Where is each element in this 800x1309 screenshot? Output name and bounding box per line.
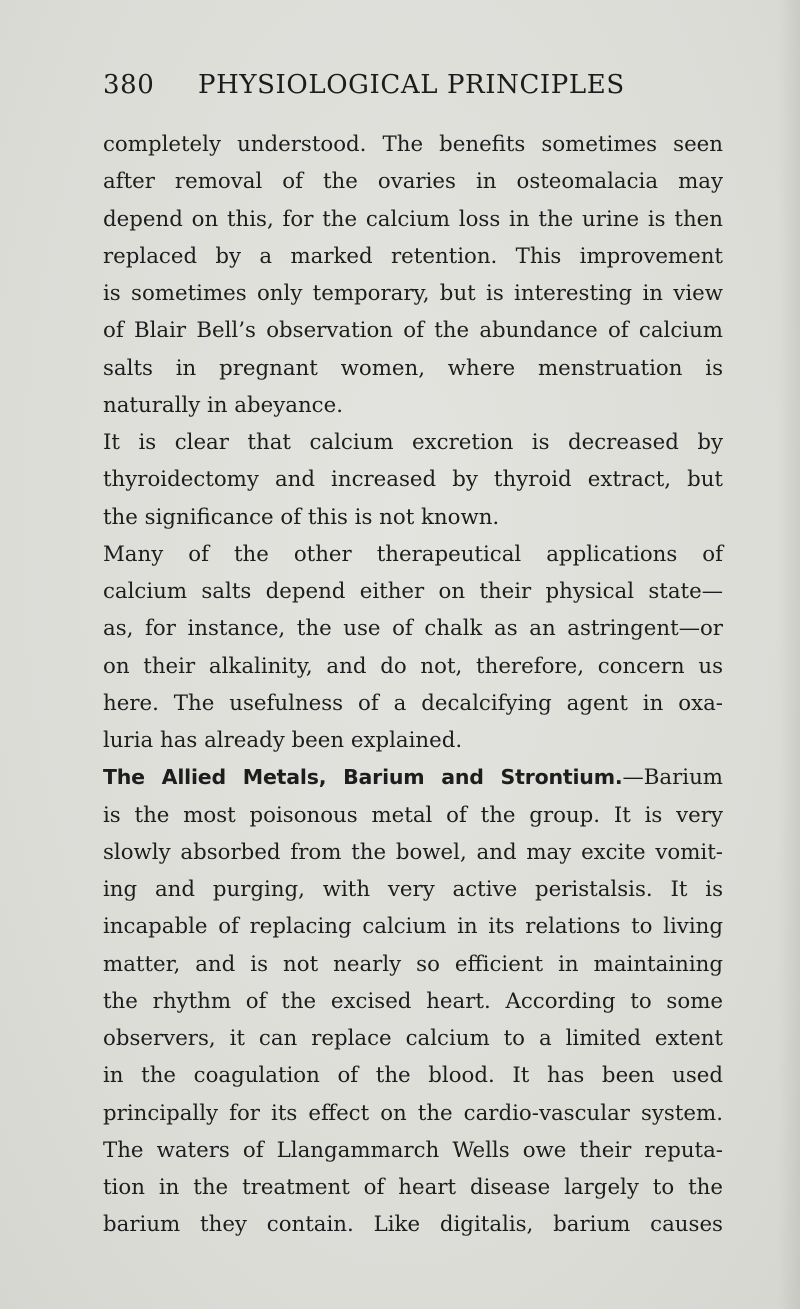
text-line: completely understood. The benefits sometimes seen [103, 132, 723, 157]
text-line: barium they contain. Like digitalis, barium causes [103, 1212, 723, 1238]
text-line: in the coagulation of the blood. It has been used [103, 1063, 723, 1089]
text-line: Many of the other therapeutical applications of [103, 541, 723, 567]
text-line: after removal of the ovaries in osteomalacia may [103, 169, 723, 195]
body-text [103, 126, 723, 1244]
section-heading-line [103, 759, 723, 796]
text-line: matter, and is not nearly so efficient in maintaining [103, 951, 723, 977]
text-line: observers, it can replace calcium to a limited extent [103, 1026, 723, 1051]
text-line: on their alkalinity, and do not, therefore, concern us [103, 653, 723, 679]
text-line: It is clear that calcium excretion is decreased by [103, 430, 723, 455]
text-line: here. The usefulness of a decalcifying agent in oxa- [103, 690, 723, 716]
text-line: tion in the treatment of heart disease largely to the [103, 1175, 723, 1200]
text-line: luria has already been explained. [103, 728, 463, 753]
text-line: the significance of this is not known. [103, 504, 500, 530]
text-line: of Blair Bell’s observation of the abundance of calcium [103, 318, 723, 344]
text-line: calcium salts depend either on their physical state— [103, 579, 723, 604]
text-line: salts in pregnant women, where menstruation is [103, 355, 723, 381]
text-line: is sometimes only temporary, but is interesting in view [103, 281, 723, 306]
text-line: thyroidectomy and increased by thyroid extract, but [103, 467, 723, 493]
text-line: incapable of replacing calcium in its relations to living [103, 914, 723, 940]
section-run-in-text: —Barium [622, 765, 723, 791]
text-line: replaced by a marked retention. This improvement [103, 243, 723, 269]
page-number: 380 [103, 70, 155, 100]
text-line: is the most poisonous metal of the group. It is very [103, 802, 723, 828]
text-line: naturally in abeyance. [103, 392, 343, 418]
text-line: slowly absorbed from the bowel, and may excite vomit- [103, 839, 723, 865]
text-line: as, for instance, the use of chalk as an astringent—or [103, 616, 723, 642]
section-heading: The Allied Metals, Barium and Strontium. [103, 765, 623, 790]
page-header [103, 70, 723, 110]
text-line: principally for its effect on the cardio-vascular system. [103, 1100, 723, 1126]
text-line: the rhythm of the excised heart. According to some [103, 988, 723, 1014]
text-line: depend on this, for the calcium loss in the urine is then [103, 206, 723, 232]
text-line: The waters of Llangammarch Wells owe their reputa- [103, 1137, 723, 1163]
running-title: PHYSIOLOGICAL PRINCIPLES [198, 70, 625, 100]
text-line: ing and purging, with very active peristalsis. It is [103, 877, 723, 902]
